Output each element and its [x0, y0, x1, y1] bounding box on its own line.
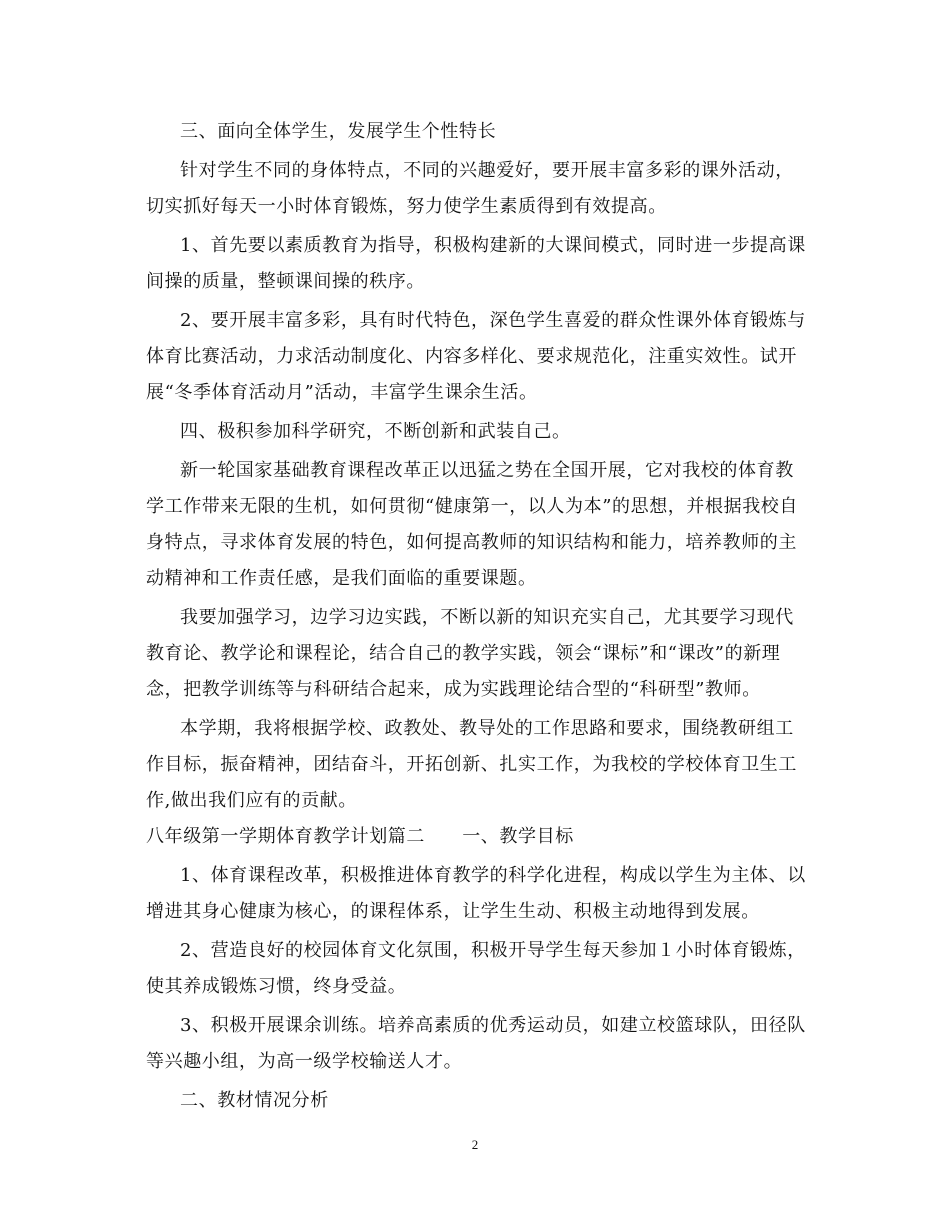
list-item-line: 1、体育课程改革，积极推进体育教学的科学化进程，构成以学生为主体、以: [180, 865, 806, 886]
paragraph-line: 新一轮国家基础教育课程改革正以迅猛之势在全国开展，它对我校的体育教: [180, 460, 794, 481]
list-item-line: 2、要开展丰富多彩，具有时代特色，深色学生喜爱的群众性课外体育锻炼与: [180, 310, 806, 331]
section-heading-4: 四、极积参加科学研究，不断创新和武装自己。: [180, 421, 571, 442]
paragraph-line: 作目标，振奋精神，团结奋斗，开拓创新、扎实工作，为我校的学校体育卫生工: [146, 754, 797, 775]
paragraph-line: 教育论、教学论和课程论，结合自己的教学实践，领会“课标”和“课改”的新理: [146, 643, 781, 664]
section-heading-2: 二、教材情况分析: [180, 1090, 329, 1111]
paragraph-line: 切实抓好每天一小时体育锻炼，努力使学生素质得到有效提高。: [146, 196, 667, 217]
paragraph-line: 念，把教学训练等与科研结合起来，成为实践理论结合型的“科研型”教师。: [146, 679, 761, 700]
paragraph-line: 我要加强学习，边学习边实践，不断以新的知识充实自己，尤其要学习现代: [180, 607, 794, 628]
paragraph-line: 针对学生不同的身体特点，不同的兴趣爱好，要开展丰富多彩的课外活动，: [180, 160, 794, 181]
list-item-line: 3、积极开展课余训练。培养高素质的优秀运动员，如建立校篮球队，田径队: [180, 1015, 806, 1036]
paragraph-line: 身特点，寻求体育发展的特色，如何提高教师的知识结构和能力，培养教师的主: [146, 532, 797, 553]
paragraph-line: 作,做出我们应有的贡献。: [146, 790, 357, 811]
paragraph-line: 动精神和工作责任感，是我们面临的重要课题。: [146, 568, 537, 589]
list-item-line: 1、首先要以素质教育为指导，积极构建新的大课间模式，同时进一步提高课: [180, 235, 806, 256]
section-heading-3: 三、面向全体学生，发展学生个性特长: [180, 121, 497, 142]
paragraph-line: 体育比赛活动，力求活动制度化、内容多样化、要求规范化，注重实效性。试开: [146, 346, 797, 367]
paragraph-line: 等兴趣小组，为高一级学校输送人才。: [146, 1051, 463, 1072]
paragraph-line: 间操的质量，整顿课间操的秩序。: [146, 271, 425, 292]
paragraph-line: 展“冬季体育活动月”活动，丰富学生课余生活。: [146, 382, 538, 403]
paragraph-line: 使其养成锻炼习惯，终身受益。: [146, 976, 407, 997]
list-item-line: 2、营造良好的校园体育文化氛围，积极开导学生每天参加１小时体育锻炼，: [180, 940, 806, 961]
page-number: 2: [471, 1137, 479, 1152]
section-title: 八年级第一学期体育教学计划篇二 一、教学目标: [146, 826, 574, 847]
paragraph-line: 增进其身心健康为核心，的课程体系，让学生生动、积极主动地得到发展。: [146, 901, 760, 922]
paragraph-line: 学工作带来无限的生机，如何贯彻“健康第一，以人为本”的思想，并根据我校自: [146, 496, 799, 517]
paragraph-line: 本学期，我将根据学校、政教处、教导处的工作思路和要求，围绕教研组工: [180, 718, 794, 739]
